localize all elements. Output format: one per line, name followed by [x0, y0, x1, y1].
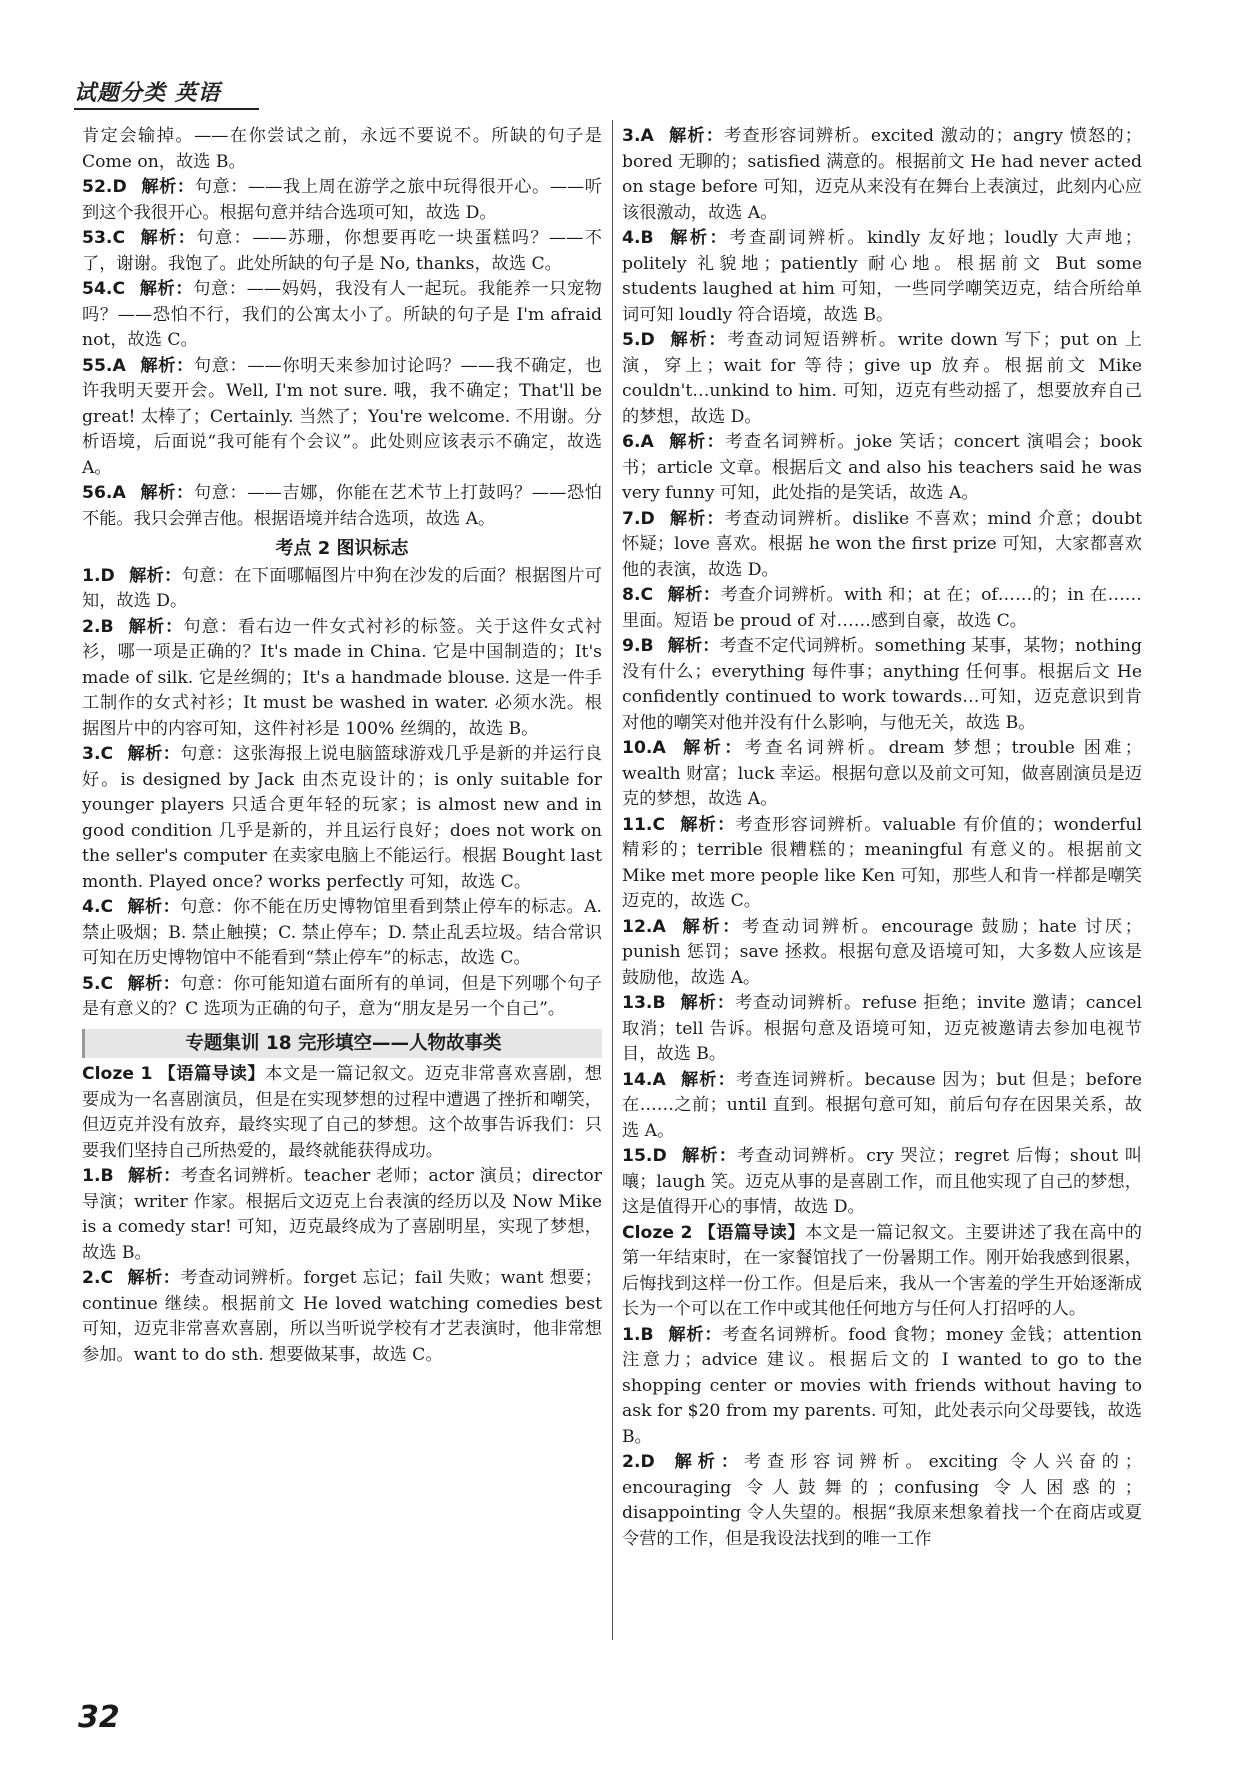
question-number: 14.: [622, 1069, 653, 1090]
analysis-label: 解析：: [667, 126, 725, 146]
answer-letter: D: [652, 1146, 667, 1166]
right-answers-b: [622, 1323, 1142, 1553]
answer-letter: D: [640, 330, 655, 350]
answer-letter: B: [640, 1324, 654, 1345]
analysis-text: 考查形容词辨析。excited 激动的；angry 愤怒的；bored 无聊的；satisfied 满意的。根据前文 He had never acted on stage before 可知，迈克从来没有在舞台上表演过，此刻内心应该很激动，故选 A。: [622, 126, 1142, 223]
analysis-label: 解析：: [667, 585, 721, 605]
analysis-label: 解析：: [667, 228, 730, 248]
analysis-label: 解析：: [127, 1166, 181, 1186]
analysis-text: 考查动词辨析。dislike 不喜欢；mind 介意；doubt 怀疑；love 喜欢。根据 he won the first prize 可知，大家都喜欢他的表演，故选 D。: [622, 508, 1142, 580]
analysis-text: 句意：你可能知道右面所有的单词，但是下列哪个句子是有意义的？C 选项为正确的句子，意为“朋友是另一个自己”。: [82, 973, 602, 1019]
analysis-label: 解析：: [679, 1069, 737, 1090]
guide-label: 【语篇导读】: [698, 1222, 806, 1243]
answer-entry: [82, 564, 602, 615]
answer-letter: B: [100, 616, 114, 637]
question-number: 53.: [82, 228, 113, 248]
answer-entry: [622, 1068, 1142, 1145]
answer-letter: C: [100, 1268, 114, 1288]
analysis-label: 解析：: [139, 279, 194, 299]
answer-entry: [622, 583, 1142, 634]
analysis-label: 解析：: [127, 897, 181, 917]
left-answers-a: [82, 175, 602, 532]
cloze-text: 本文是一篇记叙文。迈克非常喜欢喜剧，想要成为一名喜剧演员，但是在实现梦想的过程中遭遇了挫折和嘲笑，但迈克并没有放弃，最终实现了自己的梦想。这个故事告诉我们：只要我们坚持自己所热爱的，最终就能获得成功。: [82, 1064, 602, 1161]
answer-entry: [82, 972, 602, 1023]
analysis-text: 考查动词辨析。cry 哭泣；regret 后悔；shout 叫嚷；laugh 笑。迈克从事的是喜剧工作，而且他实现了自己的梦想，这是值得开心的事情，故选 D。: [622, 1146, 1142, 1217]
question-number: 54.: [82, 279, 113, 299]
analysis-label: 解析：: [679, 993, 736, 1013]
page-number: 32: [78, 1700, 120, 1735]
analysis-label: 解析：: [667, 636, 720, 656]
analysis-text: 句意：——苏珊，你想要再吃一块蛋糕吗？——不了，谢谢。我饱了。此处所缺的句子是 No, thanks，故选 C。: [82, 228, 602, 274]
analysis-text: 考查不定代词辨析。something 某事，某物；nothing 没有什么；everything 每件事；anything 任何事。根据后文 He confidently continued to work towards…可知，迈克意识到肯对他的嘲笑对他并没有什么影响，与他无关，故选 B。: [622, 636, 1142, 733]
answer-letter: C: [652, 814, 666, 835]
question-number: 7.: [622, 508, 641, 529]
question-number: 15.: [622, 1146, 653, 1166]
answer-letter: C: [100, 973, 114, 994]
analysis-text: 句意：——我上周在游学之旅中玩得很开心。——听到这个我很开心。根据句意并结合选项可知，故选 D。: [82, 177, 602, 223]
question-number: 6.: [622, 432, 641, 452]
analysis-label: 解析：: [140, 177, 195, 197]
answer-entry: [82, 226, 602, 277]
question-number: 52.: [82, 177, 113, 197]
analysis-text: 考查名词辨析。joke 笑话；concert 演唱会；book 书；article 文章。根据后文 and also his teachers said he was very funny 可知，此处指的是笑话，故选 A。: [622, 432, 1142, 503]
answer-entry: [82, 1164, 602, 1266]
analysis-label: 解析：: [127, 744, 181, 764]
analysis-text: 考查名词辨析。food 食物；money 金钱；attention 注意力；advice 建议。根据后文的 I wanted to go to the shopping center or movies with friends without having to ask for $20 from my parents. 可知，此处表示向父母要钱，故选 B。: [622, 1324, 1142, 1447]
question-number: 13.: [622, 993, 653, 1013]
question-number: 5.: [82, 973, 101, 994]
question-number: 2.: [82, 1268, 101, 1288]
answer-entry: [622, 915, 1142, 992]
answer-entry: [622, 813, 1142, 915]
cloze-1-intro: [82, 1062, 602, 1164]
analysis-label: 解析：: [128, 565, 182, 586]
analysis-text: 考查连词辨析。because 因为；but 但是；before 在……之前；until 直到。根据句意可知，前后句存在因果关系，故选 A。: [622, 1069, 1142, 1141]
header-title: 试题分类 英语: [74, 81, 221, 106]
answer-letter: C: [640, 585, 654, 605]
answer-entry: [82, 277, 602, 354]
question-number: 4.: [622, 228, 641, 248]
answer-entry: [622, 328, 1142, 430]
answer-letter: C: [100, 897, 114, 917]
question-number: 1.: [622, 1324, 641, 1345]
answer-entry: [82, 615, 602, 743]
left-answers-c: [82, 1164, 602, 1368]
answer-letter: D: [640, 508, 655, 529]
analysis-text: 考查动词辨析。encourage 鼓励；hate 讨厌；punish 惩罚；save 拯救。根据句意及语境可知，大多数人应该是鼓励他，故选 A。: [622, 916, 1142, 988]
analysis-text: 考查形容词辨析。exciting 令人兴奋的；encouraging 令人鼓舞的；confusing 令人困惑的；disappointing 令人失望的。根据“我原来想象着找一个在商店或夏令营的工作，但是我设法找到的唯一工作: [622, 1452, 1142, 1549]
question-number: 12.: [622, 916, 653, 937]
analysis-text: 考查动词辨析。refuse 拒绝；invite 邀请；cancel 取消；tell 告诉。根据句意及语境可知，迈克被邀请去参加电视节目，故选 B。: [622, 993, 1142, 1064]
answer-letter: A: [640, 432, 654, 452]
analysis-text: 考查动词辨析。forget 忘记；fail 失败；want 想要；continue 继续。根据前文 He loved watching comedies best 可知，迈克非常喜欢喜剧，所以当听说学校有才艺表演时，他非常想参加。want to do sth. 想要做某事，故选 C。: [82, 1268, 602, 1365]
answer-entry: [622, 507, 1142, 584]
section-title: 考点 2 图识标志: [275, 538, 409, 559]
question-number: 10.: [622, 738, 653, 758]
question-number: 56.: [82, 483, 113, 503]
answer-entry: [622, 226, 1142, 328]
answer-letter: A: [640, 126, 654, 146]
right-answers-a: [622, 124, 1142, 1221]
answer-letter: A: [112, 483, 126, 503]
analysis-text: 句意：——你明天来参加讨论吗？——我不确定，也许我明天要开会。Well, I'm not sure. 哦，我不确定；That'll be great! 太棒了；Certainly. 当然了；You're welcome. 不用谢。分析语境，后面说“我可能有个会议”。此处则应该表示不确定，故选 A。: [82, 355, 602, 478]
analysis-label: 解析：: [127, 616, 184, 637]
answer-entry: [622, 1323, 1142, 1451]
answer-entry: [82, 354, 602, 482]
cloze-2-intro: [622, 1221, 1142, 1323]
question-number: 2.: [82, 616, 101, 637]
analysis-label: 解析：: [668, 1452, 744, 1472]
guide-label: 【语篇导读】: [158, 1064, 266, 1084]
cloze-text: 本文是一篇记叙文。主要讲述了我在高中的第一年结束时，在一家餐馆找了一份暑期工作。刚开始我感到很累，后悔找到这样一份工作。但是后来，我从一个害羞的学生开始逐渐成长为一个可以在工作中或其他任何地方与任何人打招呼的人。: [622, 1222, 1142, 1319]
question-number: 9.: [622, 636, 641, 656]
header-rule: [74, 108, 259, 110]
answer-letter: A: [652, 738, 666, 758]
answer-entry: [622, 991, 1142, 1068]
question-number: 5.: [622, 330, 641, 350]
running-header: [74, 76, 264, 110]
answer-letter: D: [100, 565, 115, 586]
topic-banner: 专题集训 18 完形填空——人物故事类: [82, 1029, 602, 1059]
question-number: 1.: [82, 565, 101, 586]
analysis-text: 考查形容词辨析。valuable 有价值的；wonderful 精彩的；terrible 很糟糕的；meaningful 有意义的。根据前文 Mike met more people like Ken 可知，那些人和肯一样都是嘲笑迈克的，故选 C。: [622, 814, 1142, 911]
analysis-text: 考查副词辨析。kindly 友好地；loudly 大声地；politely 礼貌地；patiently 耐心地。根据前文 But some students laughed at him 可知，一些同学嘲笑迈克，结合所给单词可知 loudly 符合语境，故选 B。: [622, 228, 1142, 325]
left-column: [82, 124, 602, 1368]
answer-letter: A: [112, 355, 126, 376]
answer-entry: [622, 124, 1142, 226]
analysis-label: 解析：: [679, 738, 745, 758]
answer-entry: [622, 736, 1142, 813]
answer-letter: C: [100, 744, 114, 764]
cloze-label: Cloze 1: [82, 1064, 153, 1084]
answer-letter: B: [640, 228, 654, 248]
question-number: 8.: [622, 585, 641, 605]
answer-letter: C: [112, 228, 126, 248]
analysis-text: 句意：你不能在历史博物馆里看到禁止停车的标志。A. 禁止吸烟；B. 禁止触摸；C. 禁止停车；D. 禁止乱丢垃圾。结合常识可知在历史博物馆中不能看到“禁止停车”的标志，故选 C。: [82, 897, 602, 968]
left-answers-b: [82, 564, 602, 1023]
question-number: 11.: [622, 814, 653, 835]
answer-entry: [622, 1450, 1142, 1552]
answer-entry: [622, 430, 1142, 507]
analysis-label: 解析：: [680, 1146, 738, 1166]
answer-entry: [82, 1266, 602, 1368]
answer-letter: C: [112, 279, 126, 299]
question-number: 55.: [82, 355, 113, 376]
analysis-label: 解析：: [127, 1268, 181, 1288]
analysis-text: 句意：——妈妈，我没有人一起玩。我能养一只宠物吗？——恐怕不行，我们的公寓太小了。所缺的句子是 I'm afraid not，故选 C。: [82, 279, 602, 350]
analysis-text: 句意：看右边一件女式衬衫的标签。关于这件女式衬衫，哪一项是正确的？It's made in China. 它是中国制造的；It's made of silk. 它是丝绸的；It's a handmade blouse. 这是一件手工制作的女式衬衫；It must be washed in water. 必须水洗。根据图片中的内容可知，这件衬衫是 100% 丝绸的，故选 B。: [82, 616, 602, 739]
right-column: [622, 124, 1142, 1552]
column-divider: [612, 120, 613, 1640]
analysis-text: 句意：在下面哪幅图片中狗在沙发的后面？根据图片可知，故选 D。: [82, 565, 602, 611]
analysis-label: 解析：: [668, 508, 725, 529]
cloze-label: Cloze 2: [622, 1222, 693, 1243]
answer-letter: B: [640, 636, 654, 656]
question-number: 3.: [82, 744, 101, 764]
answer-letter: A: [652, 916, 666, 937]
answer-letter: D: [640, 1452, 655, 1472]
answer-entry: [82, 481, 602, 532]
answer-entry: [622, 634, 1142, 736]
analysis-label: 解析：: [679, 916, 743, 937]
answer-entry: [82, 175, 602, 226]
analysis-label: 解析：: [679, 814, 736, 835]
analysis-label: 解析：: [139, 355, 194, 376]
analysis-label: 解析：: [127, 973, 181, 994]
question-number: 3.: [622, 126, 641, 146]
analysis-label: 解析：: [667, 1324, 723, 1345]
analysis-text: 句意：——吉娜，你能在艺术节上打鼓吗？——恐怕不能。我只会弹吉他。根据语境并结合选项，故选 A。: [82, 483, 602, 529]
answer-letter: B: [100, 1166, 114, 1186]
question-number: 2.: [622, 1452, 641, 1472]
answer-entry: [622, 1144, 1142, 1221]
answer-letter: A: [652, 1069, 666, 1090]
question-number: 1.: [82, 1166, 101, 1186]
intro-paragraph: 肯定会输掉。——在你尝试之前，永远不要说不。所缺的句子是 Come on，故选 B。: [82, 126, 602, 172]
analysis-label: 解析：: [668, 330, 728, 350]
answer-letter: D: [112, 177, 127, 197]
analysis-text: 考查名词辨析。teacher 老师；actor 演员；director 导演；writer 作家。根据后文迈克上台表演的经历以及 Now Mike is a comedy star! 可知，迈克最终成为了喜剧明星，实现了梦想，故选 B。: [82, 1166, 602, 1263]
answer-entry: [82, 895, 602, 972]
analysis-label: 解析：: [667, 432, 726, 452]
answer-letter: B: [652, 993, 666, 1013]
analysis-label: 解析：: [139, 228, 197, 248]
analysis-label: 解析：: [139, 483, 194, 503]
analysis-text: 考查介词辨析。with 和；at 在；of……的；in 在……里面。短语 be proud of 对……感到自豪，故选 C。: [622, 585, 1142, 631]
answer-entry: [82, 742, 602, 895]
analysis-text: 句意：这张海报上说电脑篮球游戏几乎是新的并运行良好。is designed by Jack 由杰克设计的；is only suitable for younger players 只适合更年轻的玩家；is almost new and in good condition 几乎是新的，并且运行良好；does not work on the seller's computer 在卖家电脑上不能运行。根据 Bought last month. Played once? works perfectly 可知，故选 C。: [82, 744, 602, 892]
analysis-text: 考查名词辨析。dream 梦想；trouble 困难；wealth 财富；luck 幸运。根据句意以及前文可知，做喜剧演员是迈克的梦想，故选 A。: [622, 738, 1142, 809]
analysis-text: 考查动词短语辨析。write down 写下；put on 上演，穿上；wait for 等待；give up 放弃。根据前文 Mike couldn't…unkind to him. 可知，迈克有些动摇了，想要放弃自己的梦想，故选 D。: [622, 330, 1142, 427]
question-number: 4.: [82, 897, 101, 917]
